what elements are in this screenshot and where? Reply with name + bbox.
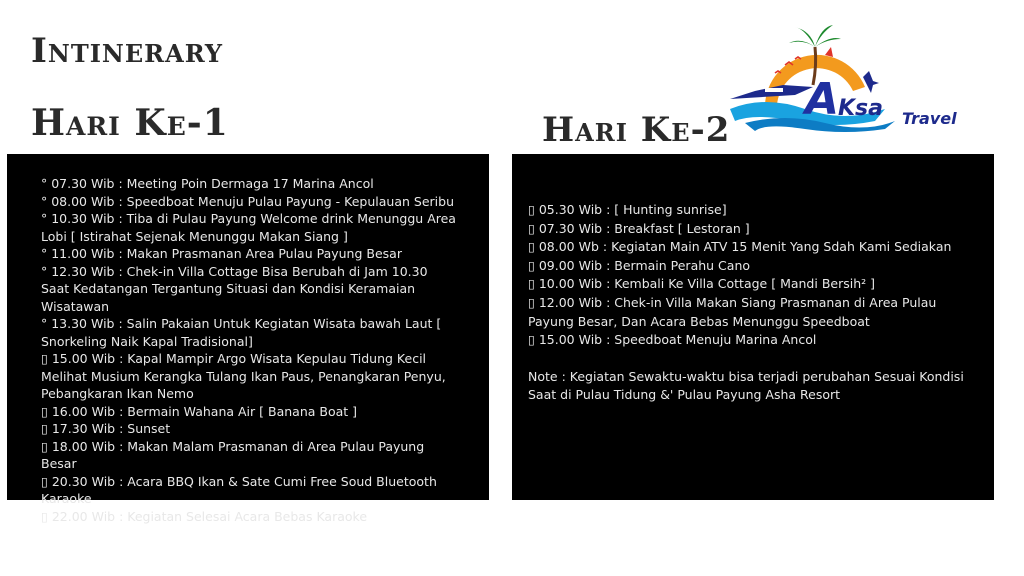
note-text: Note : Kegiatan Sewaktu-waktu bisa terjadi perubahan Sesuai Kondisi Saat di Pulau Tidung &' Pulau Payung Asha Resort [528,368,964,403]
list-item: ▯ 09.00 Wib : Bermain Perahu Cano [528,257,751,273]
day1-title: Hari Ke-1 [31,102,229,144]
list-item: ° 12.30 Wib : Chek-in Villa Cottage Bisa Berubah di Jam 10.30 Saat Kedatangan Tergantung Situasi dan Kondisi Keramaian Wisatawan [41,263,428,314]
list-item: ° 11.00 Wib : Makan Prasmanan Area Pulau Payung Besar [41,246,402,261]
list-item: ° 13.30 Wib : Salin Pakaian Untuk Kegiatan Wisata bawah Laut [ Snorkeling Naik Kapal Tradisional] [41,316,442,349]
list-item: ▯ 10.00 Wib : Kembali Ke Villa Cottage [ Mandi Bersih² ] [528,276,875,292]
logo-name: Ksa [838,96,883,121]
airplane-icon [863,71,879,93]
list-item: ° 10.30 Wib : Tiba di Pulau Payung Welcome drink Menunggu Area Lobi [ Istirahat Sejenak Menunggu Makan Siang ] [41,211,456,244]
palm-leaves-icon [789,25,841,47]
list-item: ▯ 08.00 Wb : Kegiatan Main ATV 15 Menit Yang Sdah Kami Sediakan [528,239,952,255]
list-item: ▯ 05.30 Wib : [ Hunting sunrise] [528,202,727,217]
list-item: ▯ 15.00 Wib : Kapal Mampir Argo Wisata Kepulau Tidung Kecil Melihat Musium Kerangka Tulang Ikan Paus, Penangkaran Penyu, Pebangkaran Ikan Nemo [41,351,446,401]
list-item: ▯ 15.00 Wib : Speedboat Menuju Marina Ancol [528,332,817,348]
list-item: ▯ 20.30 Wib : Acara BBQ Ikan & Sate Cumi Free Soud Bluetooth Karaoke [41,473,437,506]
list-item: ° 08.00 Wib : Speedboat Menuju Pulau Payung - Kepulauan Seribu [41,193,454,209]
list-item: ▯ 12.00 Wib : Chek-in Villa Makan Siang Prasmanan di Area Pulau Payung Besar, Dan Acara Bebas Menunggu Speedboat [528,294,937,329]
page-title: Intinerary [31,31,224,71]
list-item: ▯ 16.00 Wib : Bermain Wahana Air [ Banana Boat ] [41,403,358,419]
flag-icon [825,47,833,57]
logo-suffix: Travel [902,109,957,128]
day1-schedule-panel [7,154,489,524]
list-item: ▯ 22.00 Wib : Kegiatan Selesai Acara Bebas Karaoke [41,508,368,524]
list-item: ° 07.30 Wib : Meeting Poin Dermaga 17 Marina Ancol [41,176,374,191]
list-item: ▯ 18.00 Wib : Makan Malam Prasmanan di Area Pulau Payung Besar [41,438,425,471]
logo-letter: A [805,74,840,125]
day2-schedule-panel [512,154,994,500]
list-item: ▯ 07.30 Wib : Breakfast [ Lestoran ] [528,220,750,236]
list-item: ▯ 17.30 Wib : Sunset [41,421,171,436]
day2-title: Hari Ke-2 [542,110,731,150]
